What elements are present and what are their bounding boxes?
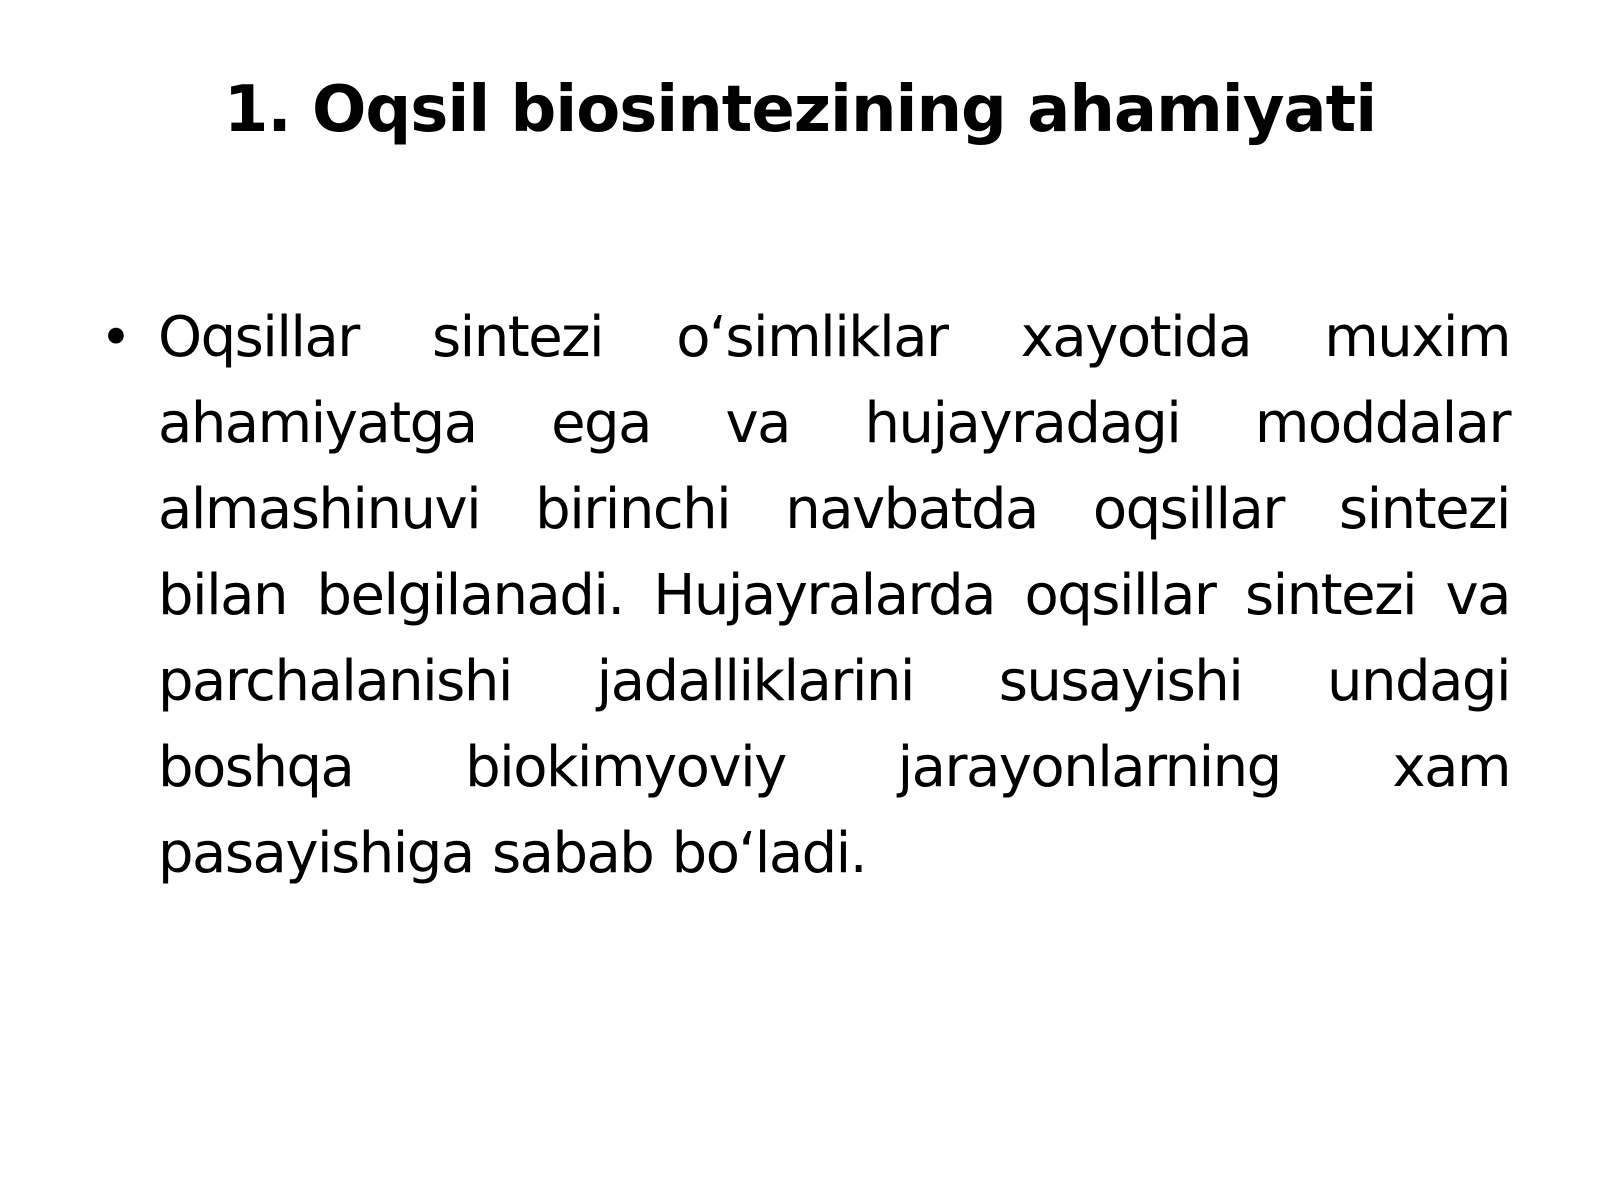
bullet-list bbox=[90, 295, 1510, 897]
bullet-item bbox=[90, 295, 1510, 897]
slide-title: 1. Oqsil biosintezining ahamiyati bbox=[223, 73, 1377, 147]
bullet-text: Oqsillar sintezi o‘simliklar xayotida muxim ahamiyatga ega va hujayradagi moddalar almashinuvi birinchi navbatda oqsillar sintezi bilan belgilanadi. Hujayralarda oqsillar sintezi va parchalanishi jadalliklarini susayishi undagi boshqa biokimyoviy jarayonlarning xam pasayishiga sabab bo‘ladi. bbox=[158, 305, 1510, 886]
bullet-marker-icon: • bbox=[100, 306, 132, 369]
